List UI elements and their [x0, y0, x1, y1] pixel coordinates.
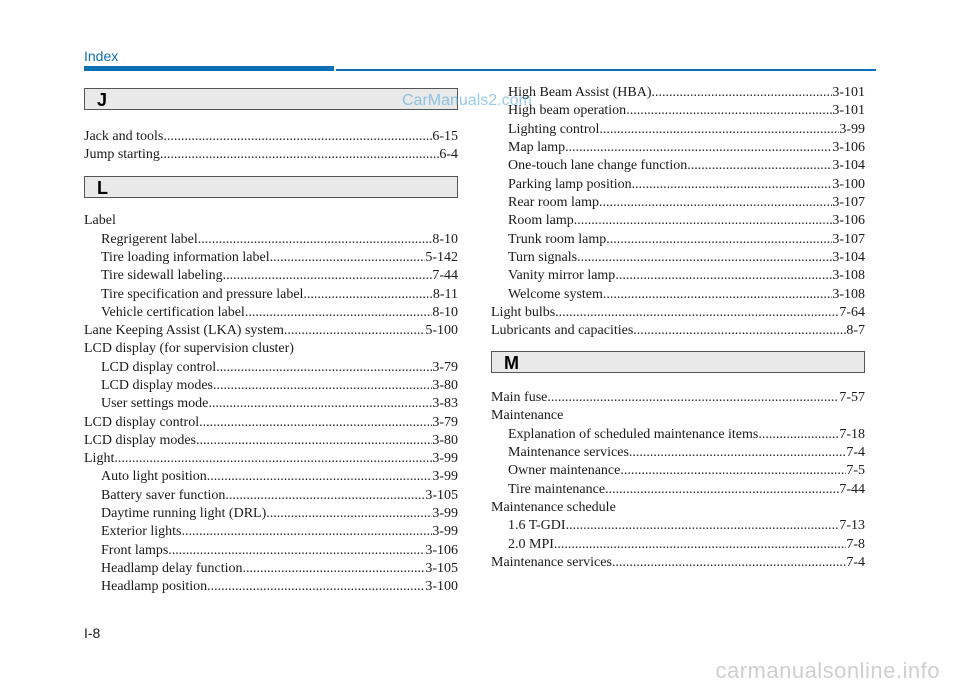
dot-leader	[633, 322, 846, 340]
index-subentry	[101, 359, 458, 377]
entry-page-ref[interactable]: 3-99	[432, 524, 458, 539]
entry-label: LCD display control	[101, 360, 217, 375]
dot-leader	[554, 536, 846, 554]
entry-page-ref[interactable]: 3-100	[425, 579, 458, 594]
entry-page-ref[interactable]: 3-107	[832, 232, 865, 247]
index-subentry	[508, 176, 865, 194]
index-subentry	[508, 536, 865, 554]
index-entry	[84, 322, 458, 340]
entry-page-ref[interactable]: 7-18	[839, 427, 865, 442]
entry-label: Vanity mirror lamp	[508, 268, 616, 283]
index-entry	[84, 146, 458, 164]
entry-label: LCD display (for supervision cluster)	[84, 341, 294, 356]
index-entry	[491, 554, 865, 572]
dot-leader	[547, 389, 839, 407]
entry-label: Maintenance schedule	[491, 500, 616, 515]
entry-page-ref[interactable]: 3-105	[425, 561, 458, 576]
entry-page-ref[interactable]: 8-10	[432, 305, 458, 320]
dot-leader	[114, 450, 432, 468]
entry-page-ref[interactable]: 3-79	[432, 360, 458, 375]
dot-leader	[555, 304, 839, 322]
index-subentry	[101, 377, 458, 395]
entry-label: Welcome system	[508, 287, 603, 302]
entry-page-ref[interactable]: 7-64	[839, 305, 865, 320]
index-subentry	[508, 84, 865, 102]
entry-page-ref[interactable]: 7-4	[846, 445, 865, 460]
entry-label: High Beam Assist (HBA)	[508, 85, 652, 100]
entry-page-ref[interactable]: 3-104	[832, 250, 865, 265]
index-subentry	[101, 487, 458, 505]
entry-label: Light bulbs	[491, 305, 556, 320]
entry-label: LCD display modes	[101, 378, 213, 393]
dot-leader	[577, 249, 832, 267]
entry-page-ref[interactable]: 7-44	[839, 482, 865, 497]
dot-leader	[599, 194, 832, 212]
entry-label: Headlamp position	[101, 579, 208, 594]
entry-label: Jump starting	[84, 147, 160, 162]
index-subentry	[101, 395, 458, 413]
entry-label: Auto light position	[101, 469, 207, 484]
index-subentry	[101, 468, 458, 486]
entry-label: User settings mode	[101, 396, 209, 411]
entry-page-ref[interactable]: 3-106	[425, 543, 458, 558]
entry-label: Main fuse	[491, 390, 548, 405]
entry-page-ref[interactable]: 3-99	[432, 451, 458, 466]
entry-page-ref[interactable]: 3-99	[432, 469, 458, 484]
entry-label: Exterior lights	[101, 524, 182, 539]
dot-leader	[243, 560, 426, 578]
index-subentry	[101, 542, 458, 560]
dot-leader	[612, 554, 846, 572]
entry-label: Tire loading information label	[101, 250, 270, 265]
footer-watermark: carmanualsonline.info	[715, 658, 940, 683]
dot-leader	[160, 146, 439, 164]
entry-label: Lane Keeping Assist (LKA) system	[84, 323, 284, 338]
entry-page-ref[interactable]: 3-101	[832, 85, 865, 100]
dot-leader	[565, 139, 832, 157]
dot-leader	[199, 414, 432, 432]
entry-label: Tire specification and pressure label	[101, 287, 304, 302]
index-subentry	[508, 462, 865, 480]
section-letter: J	[97, 90, 108, 110]
entry-page-ref[interactable]: 3-99	[839, 122, 865, 137]
entry-page-ref[interactable]: 3-108	[832, 268, 865, 283]
entry-page-ref[interactable]: 7-4	[846, 555, 865, 570]
index-subentry	[508, 517, 865, 535]
entry-page-ref[interactable]: 3-80	[432, 433, 458, 448]
entry-label: Turn signals	[508, 250, 578, 265]
entry-label: Regrigerent label	[101, 232, 198, 247]
header-rule	[336, 69, 876, 71]
entry-label: Explanation of scheduled maintenance items	[508, 427, 759, 442]
index-entry	[84, 128, 458, 146]
index-entry	[84, 212, 458, 230]
entry-label: Light	[84, 451, 115, 466]
page-number: I-8	[84, 625, 101, 641]
dot-leader	[225, 487, 425, 505]
entry-label: Tire sidewall labeling	[101, 268, 223, 283]
index-entry	[491, 304, 865, 322]
entry-label: LCD display modes	[84, 433, 196, 448]
dot-leader	[566, 517, 840, 535]
index-entry	[84, 450, 458, 468]
entry-page-ref[interactable]: 7-8	[846, 537, 865, 552]
entry-page-ref[interactable]: 3-100	[832, 177, 865, 192]
dot-leader	[574, 212, 833, 230]
index-subentry	[508, 249, 865, 267]
dot-leader	[208, 395, 432, 413]
index-subentry	[508, 139, 865, 157]
index-subentry	[508, 286, 865, 304]
index-entry	[491, 389, 865, 407]
entry-page-ref[interactable]: 3-108	[832, 287, 865, 302]
dot-leader	[223, 267, 433, 285]
entry-label: Room lamp	[508, 213, 574, 228]
entry-label: Label	[84, 213, 116, 228]
entry-label: One-touch lane change function	[508, 158, 688, 173]
entry-page-ref[interactable]: 7-57	[839, 390, 865, 405]
index-subentry	[101, 249, 458, 267]
dot-leader	[270, 249, 426, 267]
dot-leader	[213, 377, 432, 395]
section-letter: M	[504, 353, 519, 373]
dot-leader	[606, 231, 832, 249]
dot-leader	[687, 157, 832, 175]
entry-page-ref[interactable]: 6-15	[432, 129, 458, 144]
watermark-text: CarManuals2.com	[402, 92, 532, 109]
entry-label: LCD display control	[84, 415, 200, 430]
dot-leader	[626, 102, 832, 120]
entry-label: 2.0 MPI	[508, 537, 554, 552]
entry-label: Map lamp	[508, 140, 566, 155]
entry-label: Trunk room lamp	[508, 232, 607, 247]
entry-label: Headlamp delay function	[101, 561, 243, 576]
entry-page-ref[interactable]: 3-79	[432, 415, 458, 430]
dot-leader	[605, 481, 839, 499]
dot-leader	[245, 304, 433, 322]
section-header-m	[491, 351, 865, 373]
index-subentry	[101, 231, 458, 249]
index-subentry	[508, 102, 865, 120]
entry-label: Daytime running light (DRL)	[101, 506, 267, 521]
dot-leader	[182, 523, 433, 541]
entry-page-ref[interactable]: 3-104	[832, 158, 865, 173]
dot-leader	[652, 84, 833, 102]
index-entry	[84, 432, 458, 450]
index-subentry	[508, 426, 865, 444]
index-subentry	[101, 505, 458, 523]
entry-page-ref[interactable]: 6-4	[439, 147, 458, 162]
entry-label: Vehicle certification label	[101, 305, 245, 320]
index-entry	[491, 322, 865, 340]
index-entry	[84, 414, 458, 432]
entry-page-ref[interactable]: 7-44	[432, 268, 458, 283]
dot-leader	[620, 462, 846, 480]
dot-leader	[207, 468, 433, 486]
dot-leader	[603, 286, 832, 304]
header-bar	[84, 66, 334, 71]
index-subentry	[101, 523, 458, 541]
index-subentry	[101, 304, 458, 322]
entry-page-ref[interactable]: 8-11	[432, 287, 458, 302]
index-entry	[491, 407, 865, 425]
dot-leader	[632, 176, 833, 194]
index-subentry	[101, 578, 458, 596]
entry-page-ref[interactable]: 3-83	[432, 396, 458, 411]
index-subentry	[508, 231, 865, 249]
entry-page-ref[interactable]: 3-105	[425, 488, 458, 503]
entry-page-ref[interactable]: 8-7	[846, 323, 865, 338]
dot-leader	[629, 444, 846, 462]
entry-page-ref[interactable]: 3-106	[832, 140, 865, 155]
index-subentry	[101, 267, 458, 285]
entry-label: Parking lamp position	[508, 177, 632, 192]
index-subentry	[508, 444, 865, 462]
entry-page-ref[interactable]: 7-13	[839, 518, 865, 533]
entry-label: Maintenance services	[491, 555, 612, 570]
dot-leader	[207, 578, 425, 596]
index-subentry	[508, 481, 865, 499]
dot-leader	[196, 432, 432, 450]
entry-page-ref[interactable]: 3-99	[432, 506, 458, 521]
index-subentry	[508, 212, 865, 230]
dot-leader	[284, 322, 425, 340]
entry-page-ref[interactable]: 3-80	[432, 378, 458, 393]
dot-leader	[216, 359, 432, 377]
dot-leader	[303, 286, 432, 304]
index-subentry	[508, 194, 865, 212]
entry-label: Front lamps	[101, 543, 169, 558]
entry-label: Lubricants and capacities	[491, 323, 634, 338]
entry-label: Lighting control	[508, 122, 600, 137]
header-title: Index	[84, 48, 119, 64]
dot-leader	[198, 231, 433, 249]
entry-label: Battery saver function	[101, 488, 226, 503]
entry-label: Jack and tools	[84, 129, 164, 144]
index-subentry	[508, 121, 865, 139]
section-header-l	[84, 176, 458, 198]
entry-label: Tire maintenance	[508, 482, 606, 497]
entry-page-ref[interactable]: 5-100	[425, 323, 458, 338]
entry-page-ref[interactable]: 7-5	[846, 463, 865, 478]
dot-leader	[758, 426, 839, 444]
dot-leader	[163, 128, 432, 146]
index-subentry	[101, 286, 458, 304]
index-subentry	[508, 157, 865, 175]
entry-page-ref[interactable]: 3-101	[832, 103, 865, 118]
dot-leader	[615, 267, 832, 285]
entry-page-ref[interactable]: 3-107	[832, 195, 865, 210]
entry-label: Rear room lamp	[508, 195, 599, 210]
entry-label: Maintenance	[491, 408, 564, 423]
dot-leader	[599, 121, 839, 139]
entry-label: Owner maintenance	[508, 463, 621, 478]
index-subentry	[508, 267, 865, 285]
entry-label: High beam operation	[508, 103, 627, 118]
index-subentry	[101, 560, 458, 578]
entry-page-ref[interactable]: 5-142	[425, 250, 458, 265]
dot-leader	[168, 542, 425, 560]
section-letter: L	[97, 178, 108, 198]
entry-page-ref[interactable]: 8-10	[432, 232, 458, 247]
dot-leader	[266, 505, 432, 523]
index-entry	[491, 499, 865, 517]
entry-page-ref[interactable]: 3-106	[832, 213, 865, 228]
entry-label: 1.6 T-GDI	[508, 518, 566, 533]
index-entry	[84, 340, 458, 358]
entry-label: Maintenance services	[508, 445, 629, 460]
